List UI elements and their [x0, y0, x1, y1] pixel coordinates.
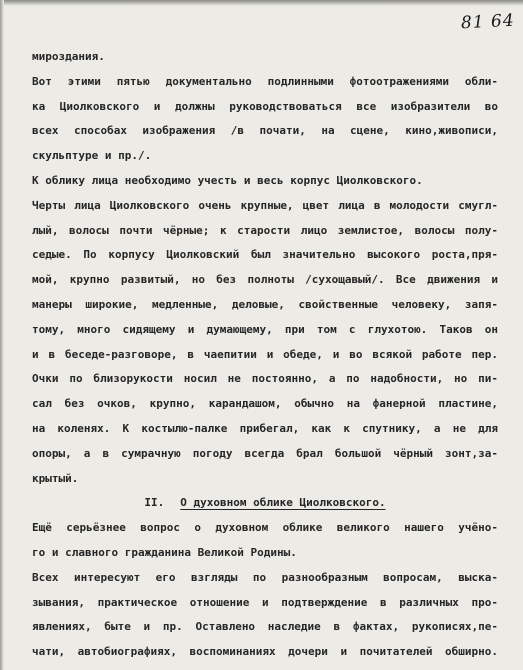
section-number: II.: [144, 496, 165, 510]
text-line: скульптуре и пр./.: [32, 149, 152, 163]
text-line: крытый.: [32, 471, 79, 485]
scan-edge-left: [0, 0, 4, 670]
page-number: 81 64: [460, 10, 516, 34]
text-line: Всех интересуют его взгляды по разнообразным вопросам, выска-: [32, 570, 498, 584]
text-line: К облику лица необходимо учесть и весь корпус Циолковского.: [32, 173, 423, 187]
text-line: лый, волосы почти чёрные; к старости лицо землистое, волосы полу-: [32, 223, 498, 237]
text-line: зывания, практическое отношение и подтверждение в различных про-: [32, 595, 498, 609]
body-text: [32, 45, 498, 665]
text-line: на коленях. К костылю-палке прибегал, как к спутнику, а не для: [32, 421, 498, 435]
text-line: явлениях, быте и пр. Оставлено наследие в фактах, рукописях,пе-: [32, 620, 498, 634]
text-line: чати, автобиографиях, воспоминаниях дочери и почитателей обширно.: [32, 645, 498, 659]
text-line: мой, крупно развитый, но без полноты /сухощавый/. Все движения и: [32, 273, 498, 287]
text-line: и в беседе-разговоре, в чаепитии и обеде, и во всякой работе пер.: [32, 347, 498, 361]
text-line: тому, много сидящему и думающему, при том с глухотою. Таков он: [32, 322, 498, 336]
text-line: ка Циолковского и должны руководствоваться все изобразители во: [32, 99, 498, 113]
text-line: всех способах изображения /в почати, на сцене, кино,живописи,: [32, 124, 498, 138]
text-line: Очки по близорукости носил не постоянно, а по надобности, но пи-: [32, 372, 498, 386]
text-line: опоры, а в сумрачную погоду всегда брал большой чёрный зонт,за-: [32, 446, 498, 460]
text-line: сал без очков, крупно, карандашом, обычно на фанерной пластине,: [32, 397, 498, 411]
text-line: Ещё серьёзнее вопрос о духовном облике великого нашего учёно-: [32, 521, 498, 535]
text-line: манеры широкие, медленные, деловые, свойственные человеку, запя-: [32, 297, 498, 311]
text-line: го и славного гражданина Великой Родины.: [32, 545, 297, 559]
section-heading: [32, 491, 498, 516]
section-title: О духовном облике Циолковского.: [180, 496, 386, 510]
text-line: Вот этими пятью документально подлинными фотоотражениями обли-: [32, 74, 498, 88]
text-line: седые. По корпусу Циолковский был значительно высокого роста,пря-: [32, 248, 498, 262]
text-line: мироздания.: [32, 50, 105, 63]
text-line: Черты лица Циолковского очень крупные, цвет лица в молодости смугл-: [32, 198, 498, 212]
scan-edge-top: [0, 0, 523, 6]
